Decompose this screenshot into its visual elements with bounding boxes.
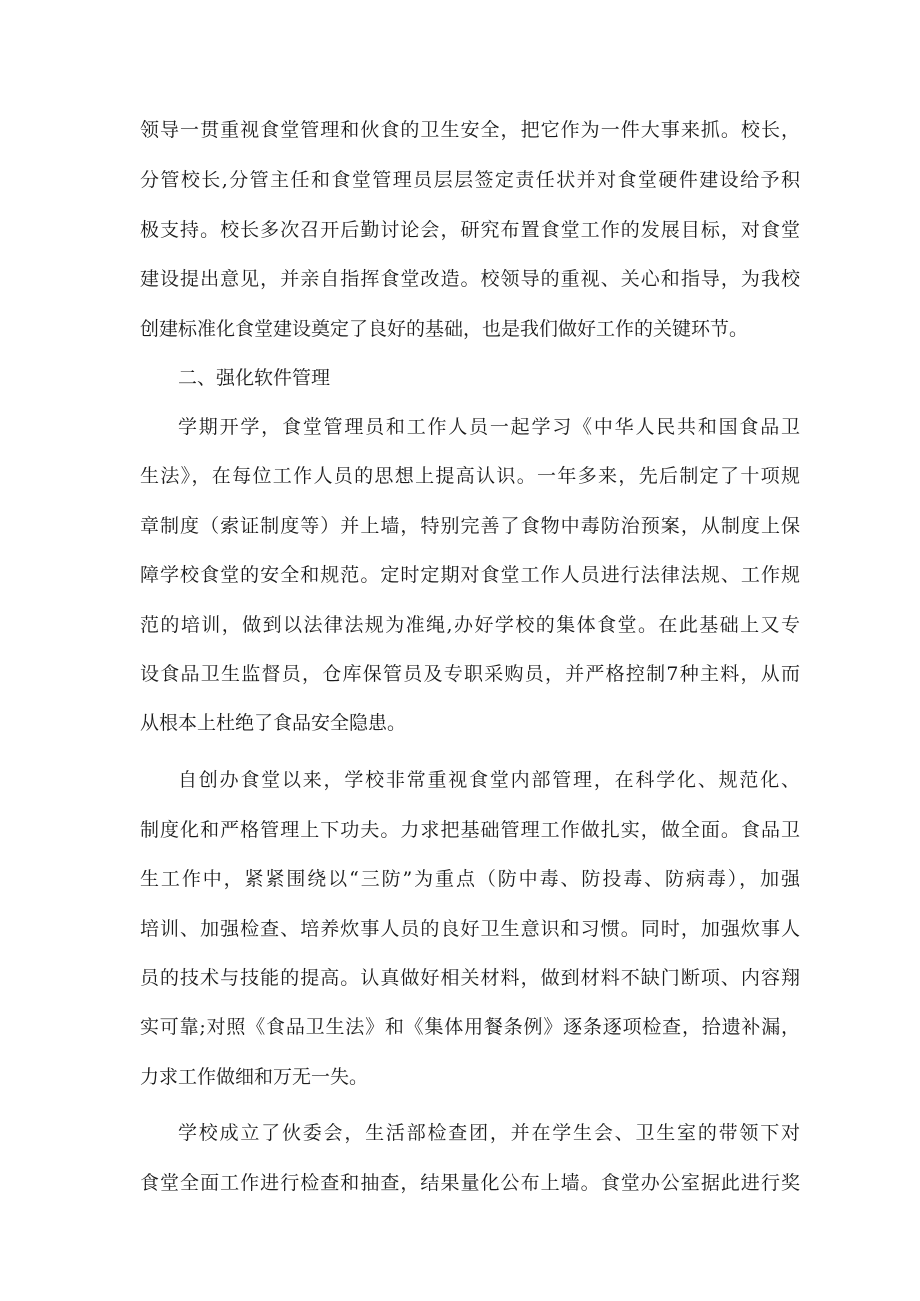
section-heading: 二、强化软件管理 xyxy=(178,367,331,389)
text-line: 章制度（索证制度等）并上墙，特别完善了食物中毒防治预案，从制度上保 xyxy=(140,515,800,537)
text-line: 极支持。校长多次召开后勤讨论会，研究布置食堂工作的发展目标，对食堂 xyxy=(140,219,800,241)
text-line: 制度化和严格管理上下功夫。力求把基础管理工作做扎实，做全面。食品卫 xyxy=(140,819,800,841)
text-line: 食堂全面工作进行检查和抽查，结果量化公布上墙。食堂办公室据此进行奖 xyxy=(140,1172,800,1194)
text-line: 范的培训，做到以法律法规为准绳,办好学校的集体食堂。在此基础上又专 xyxy=(140,614,800,636)
text-line: 障学校食堂的安全和规范。定时定期对食堂工作人员进行法律法规、工作规 xyxy=(140,564,800,586)
text-line: 分管校长,分管主任和食堂管理员层层签定责任状并对食堂硬件建设给予积 xyxy=(140,169,800,191)
text-line: 生工作中，紧紧围绕以“三防”为重点（防中毒、防投毒、防病毒），加强 xyxy=(140,868,800,890)
text-line: 领导一贯重视食堂管理和伙食的卫生安全，把它作为一件大事来抓。校长， xyxy=(140,119,800,141)
text-line: 力求工作做细和万无一失。 xyxy=(140,1066,369,1088)
text-line: 培训、加强检查、培养炊事人员的良好卫生意识和习惯。同时，加强炊事人 xyxy=(140,918,800,940)
text-line: 实可靠;对照《食品卫生法》和《集体用餐条例》逐条逐项检查，拾遗补漏， xyxy=(140,1016,800,1038)
text-line: 学校成立了伙委会，生活部检查团，并在学生会、卫生室的带领下对 xyxy=(178,1122,800,1144)
text-line: 员的技术与技能的提高。认真做好相关材料，做到材料不缺门断项、内容翔 xyxy=(140,967,800,989)
text-line: 从根本上杜绝了食品安全隐患。 xyxy=(140,712,407,734)
text-line: 学期开学，食堂管理员和工作人员一起学习《中华人民共和国食品卫 xyxy=(178,416,800,438)
text-line: 自创办食堂以来，学校非常重视食堂内部管理，在科学化、规范化、 xyxy=(178,769,800,791)
text-line: 生法》，在每位工作人员的思想上提高认识。一年多来，先后制定了十项规 xyxy=(140,465,800,487)
text-line: 创建标准化食堂建设奠定了良好的基础，也是我们做好工作的关键环节。 xyxy=(140,318,749,340)
text-line: 建设提出意见，并亲自指挥食堂改造。校领导的重视、关心和指导，为我校 xyxy=(140,268,800,290)
text-line: 设食品卫生监督员，仓库保管员及专职采购员，并严格控制7种主料，从而 xyxy=(140,663,800,685)
